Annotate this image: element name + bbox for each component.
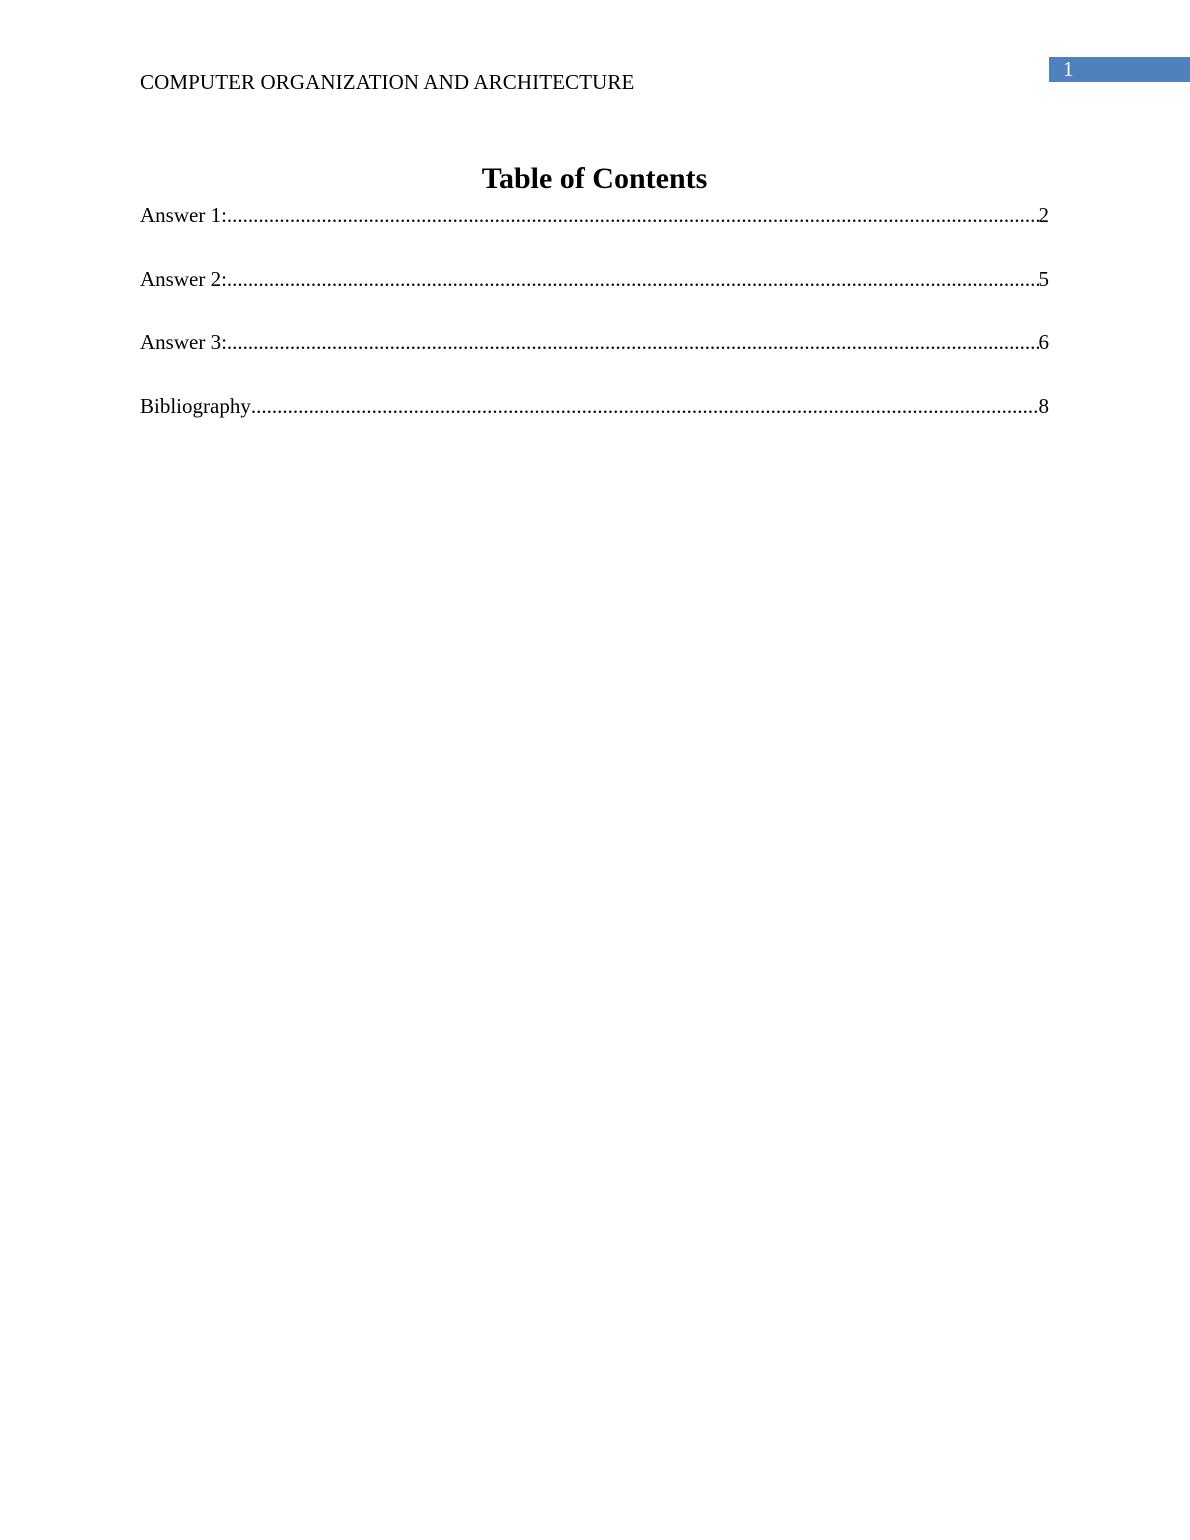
toc-entry-page: 2 — [1038, 203, 1049, 227]
toc-dot-leader — [251, 392, 1039, 420]
toc-entry-answer-3[interactable] — [140, 328, 1049, 392]
toc-entry-page: 8 — [1038, 393, 1049, 418]
toc-entry-page: 6 — [1038, 330, 1049, 354]
toc-entry-label: Answer 3: — [140, 330, 227, 354]
page-number-badge: 1 — [1049, 57, 1190, 82]
toc-dot-leader — [227, 201, 1039, 229]
toc-title: Table of Contents — [481, 162, 708, 195]
toc-entry-bibliography[interactable] — [140, 392, 1049, 456]
toc-entry-answer-2[interactable] — [140, 265, 1049, 329]
running-head: COMPUTER ORGANIZATION AND ARCHITECTURE — [140, 70, 635, 94]
toc-entry-label: Bibliography — [140, 393, 251, 418]
toc-entry-label: Answer 2: — [140, 266, 227, 291]
toc-dot-leader — [227, 328, 1039, 356]
toc-entry-label: Answer 1: — [140, 203, 227, 227]
toc-dot-leader — [227, 265, 1039, 293]
toc-entry-page: 5 — [1038, 266, 1049, 291]
toc-entry-answer-1[interactable] — [140, 201, 1049, 265]
toc-list — [140, 201, 1049, 455]
